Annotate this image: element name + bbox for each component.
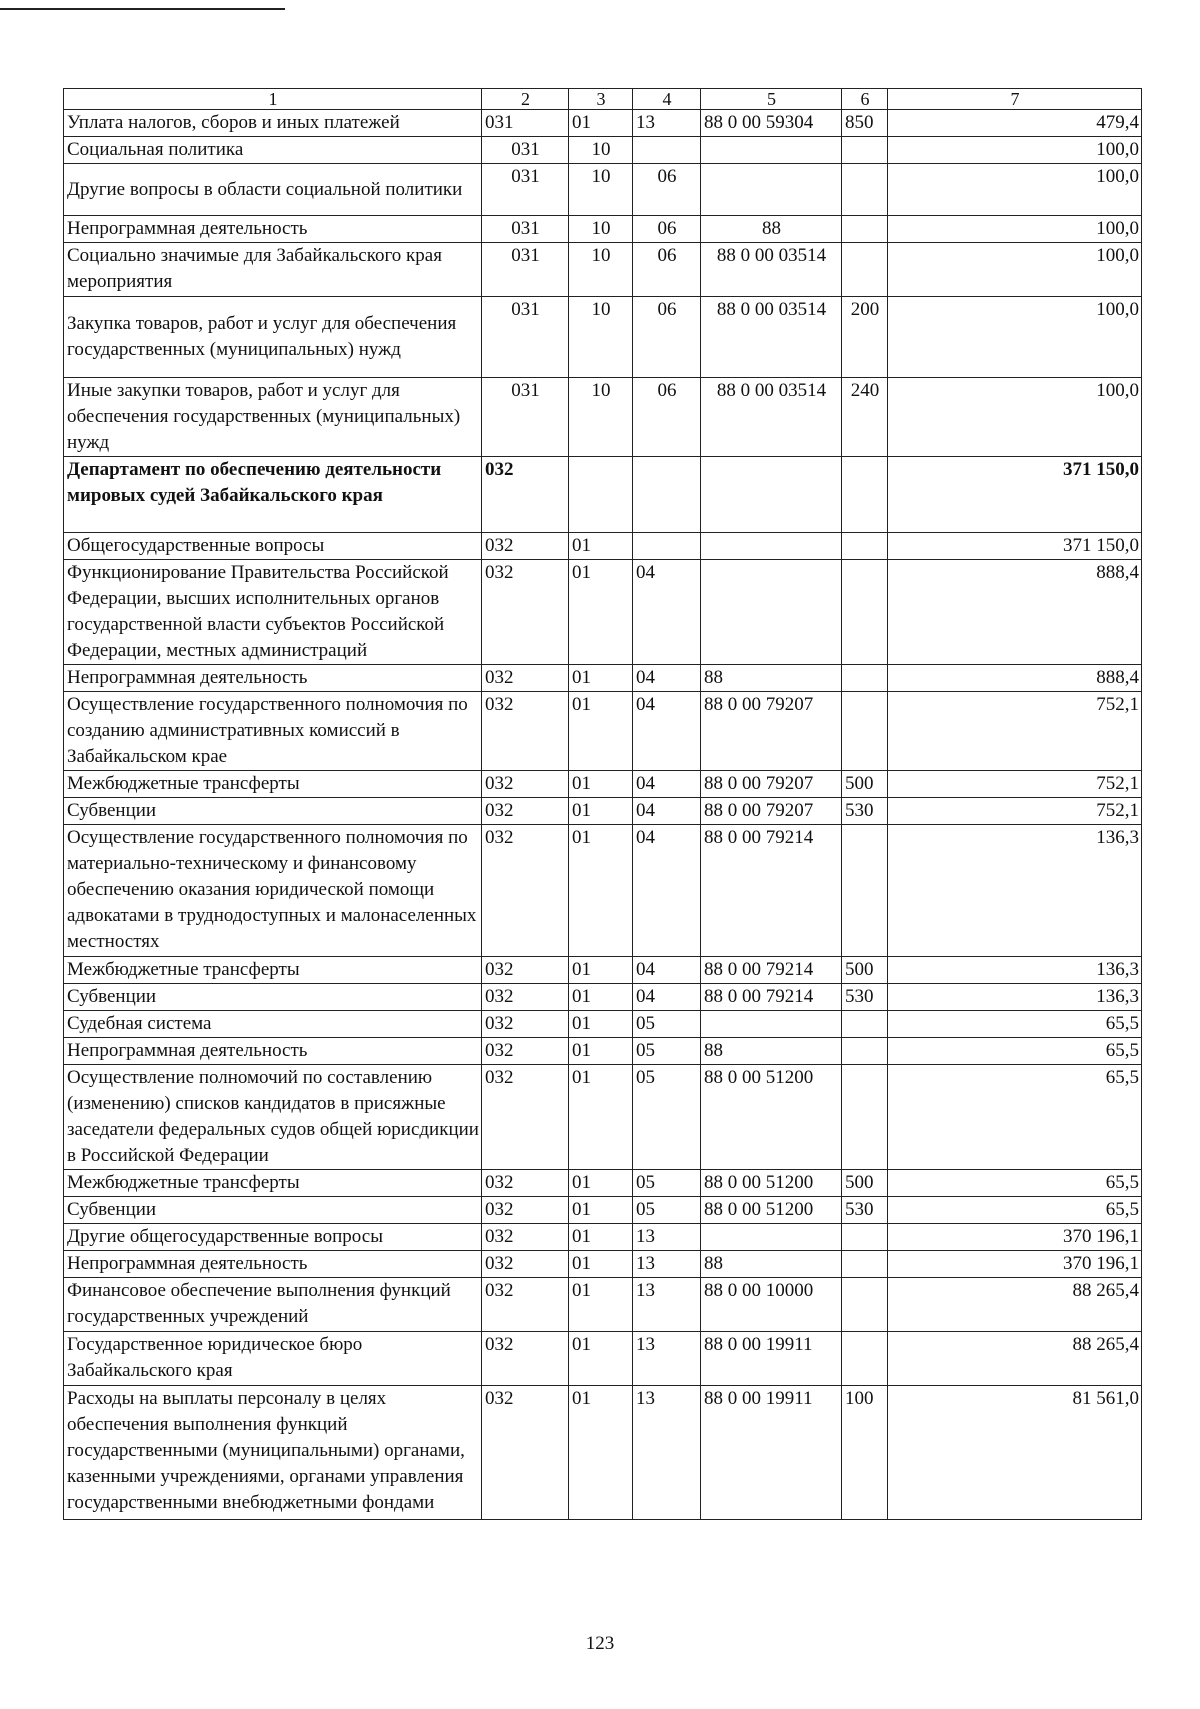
table-row [64,1038,1142,1065]
cell-amount: 100,0 [888,243,1142,297]
table-row [64,1224,1142,1251]
cell-c5: 88 0 00 51200 [701,1197,842,1224]
cell-c5 [701,1224,842,1251]
cell-c4: 13 [633,110,701,137]
cell-c6 [842,1251,888,1278]
cell-c4: 04 [633,560,701,665]
cell-c6 [842,1038,888,1065]
cell-c3: 01 [569,1038,633,1065]
cell-c2: 032 [482,533,569,560]
cell-amount: 479,4 [888,110,1142,137]
row-name: Функционирование Правительства Российской Федерации, высших исполнительных органов государственной власти субъектов Российской Федерации, местных администраций [64,560,482,665]
cell-c5: 88 0 00 79214 [701,825,842,957]
cell-c2: 032 [482,665,569,692]
table-row [64,216,1142,243]
cell-c5: 88 0 00 19911 [701,1386,842,1520]
cell-c3: 10 [569,216,633,243]
cell-c6: 530 [842,798,888,825]
cell-c2: 032 [482,984,569,1011]
cell-c6: 500 [842,771,888,798]
row-name: Департамент по обеспечению деятельности мировых судей Забайкальского края [64,457,482,533]
row-name: Социальная политика [64,137,482,164]
header-cell: 6 [842,89,888,110]
cell-c3: 01 [569,1386,633,1520]
cell-c5 [701,1011,842,1038]
cell-c6 [842,243,888,297]
header-cell: 3 [569,89,633,110]
cell-c3: 01 [569,1170,633,1197]
cell-c3 [569,457,633,533]
table-row [64,1170,1142,1197]
cell-c2: 032 [482,1170,569,1197]
cell-c3: 10 [569,243,633,297]
table-row [64,1386,1142,1520]
cell-c5: 88 0 00 51200 [701,1170,842,1197]
row-name: Непрограммная деятельность [64,665,482,692]
cell-c3: 10 [569,297,633,378]
cell-c3: 01 [569,560,633,665]
cell-c3: 10 [569,137,633,164]
cell-c6: 500 [842,957,888,984]
cell-amount: 136,3 [888,984,1142,1011]
cell-amount: 370 196,1 [888,1224,1142,1251]
cell-c2: 032 [482,771,569,798]
table-row [64,984,1142,1011]
cell-amount: 81 561,0 [888,1386,1142,1520]
row-name: Непрограммная деятельность [64,216,482,243]
cell-c4: 06 [633,216,701,243]
cell-c6 [842,164,888,216]
cell-c2: 032 [482,560,569,665]
cell-c6 [842,457,888,533]
table-row [64,560,1142,665]
table-row [64,798,1142,825]
table-row [64,297,1142,378]
cell-amount: 100,0 [888,137,1142,164]
cell-c3: 01 [569,1065,633,1170]
row-name: Другие вопросы в области социальной политики [64,164,482,216]
cell-c4: 05 [633,1038,701,1065]
table-row [64,957,1142,984]
row-name: Межбюджетные трансферты [64,957,482,984]
row-name: Финансовое обеспечение выполнения функций государственных учреждений [64,1278,482,1332]
cell-amount: 371 150,0 [888,457,1142,533]
cell-c3: 01 [569,1332,633,1386]
cell-c4: 13 [633,1224,701,1251]
cell-c3: 01 [569,110,633,137]
cell-c3: 01 [569,957,633,984]
cell-c4: 04 [633,692,701,771]
cell-amount: 88 265,4 [888,1278,1142,1332]
cell-amount: 65,5 [888,1011,1142,1038]
cell-c6 [842,1011,888,1038]
cell-c5: 88 [701,1251,842,1278]
cell-c4: 05 [633,1170,701,1197]
table-row [64,665,1142,692]
row-name: Межбюджетные трансферты [64,771,482,798]
table-row [64,137,1142,164]
cell-c3: 01 [569,825,633,957]
table-row [64,1065,1142,1170]
cell-c4: 06 [633,297,701,378]
row-name: Непрограммная деятельность [64,1251,482,1278]
cell-c6 [842,825,888,957]
cell-amount: 752,1 [888,798,1142,825]
cell-c2: 032 [482,1278,569,1332]
cell-c5: 88 [701,665,842,692]
table-row [64,457,1142,533]
cell-c4: 13 [633,1332,701,1386]
header-cell: 5 [701,89,842,110]
cell-c5: 88 0 00 03514 [701,297,842,378]
cell-c5: 88 0 00 79207 [701,692,842,771]
cell-c2: 032 [482,1197,569,1224]
row-name: Осуществление государственного полномочия по созданию административных комиссий в Забайкальском крае [64,692,482,771]
cell-amount: 370 196,1 [888,1251,1142,1278]
cell-c5: 88 0 00 79207 [701,771,842,798]
cell-c6 [842,560,888,665]
cell-amount: 88 265,4 [888,1332,1142,1386]
cell-c3: 01 [569,692,633,771]
cell-c3: 01 [569,1197,633,1224]
cell-c6: 240 [842,378,888,457]
cell-c4: 04 [633,957,701,984]
row-name: Другие общегосударственные вопросы [64,1224,482,1251]
header-cell: 4 [633,89,701,110]
cell-c2: 031 [482,110,569,137]
cell-c3: 01 [569,984,633,1011]
row-name: Иные закупки товаров, работ и услуг для обеспечения государственных (муниципальных) нужд [64,378,482,457]
cell-c6: 100 [842,1386,888,1520]
cell-amount: 65,5 [888,1038,1142,1065]
cell-c6 [842,1224,888,1251]
cell-c4: 05 [633,1011,701,1038]
table-row [64,533,1142,560]
cell-c4 [633,137,701,164]
cell-c2: 032 [482,798,569,825]
cell-c3: 01 [569,665,633,692]
cell-c3: 01 [569,771,633,798]
cell-c4: 06 [633,164,701,216]
cell-c4: 04 [633,825,701,957]
cell-c6 [842,1332,888,1386]
cell-amount: 100,0 [888,378,1142,457]
cell-amount: 371 150,0 [888,533,1142,560]
cell-c5: 88 0 00 10000 [701,1278,842,1332]
cell-c2: 032 [482,1332,569,1386]
cell-amount: 100,0 [888,164,1142,216]
cell-c2: 031 [482,378,569,457]
row-name: Непрограммная деятельность [64,1038,482,1065]
cell-c6: 850 [842,110,888,137]
table-row [64,825,1142,957]
cell-c4: 04 [633,798,701,825]
cell-c6 [842,665,888,692]
row-name: Осуществление государственного полномочия по материально-техническому и финансовому обеспечению оказания юридической помощи адвокатами в труднодоступных и малонаселенных местностях [64,825,482,957]
row-name: Уплата налогов, сборов и иных платежей [64,110,482,137]
cell-amount: 888,4 [888,560,1142,665]
cell-c2: 032 [482,957,569,984]
cell-c6 [842,1065,888,1170]
cell-c4 [633,533,701,560]
cell-c2: 031 [482,137,569,164]
top-rule [0,8,285,10]
cell-c2: 032 [482,1011,569,1038]
cell-c5: 88 0 00 79207 [701,798,842,825]
cell-amount: 136,3 [888,825,1142,957]
cell-c5: 88 0 00 03514 [701,378,842,457]
cell-c6: 200 [842,297,888,378]
cell-c6: 500 [842,1170,888,1197]
cell-c2: 032 [482,1251,569,1278]
row-name: Субвенции [64,798,482,825]
table-row [64,1011,1142,1038]
cell-c3: 01 [569,1251,633,1278]
cell-c5 [701,457,842,533]
cell-c5: 88 0 00 79214 [701,957,842,984]
cell-c3: 01 [569,798,633,825]
cell-c2: 032 [482,825,569,957]
cell-c2: 032 [482,1038,569,1065]
cell-c5: 88 0 00 03514 [701,243,842,297]
cell-amount: 136,3 [888,957,1142,984]
cell-c6 [842,137,888,164]
cell-amount: 65,5 [888,1170,1142,1197]
table-row [64,243,1142,297]
cell-c5: 88 0 00 79214 [701,984,842,1011]
cell-amount: 752,1 [888,692,1142,771]
cell-c5: 88 0 00 51200 [701,1065,842,1170]
cell-c2: 032 [482,692,569,771]
cell-c2: 032 [482,1224,569,1251]
page-number: 123 [585,1633,615,1654]
cell-c5 [701,560,842,665]
table-row [64,1332,1142,1386]
row-name: Общегосударственные вопросы [64,533,482,560]
cell-c3: 01 [569,1278,633,1332]
cell-c3: 01 [569,1011,633,1038]
cell-c2: 032 [482,1065,569,1170]
cell-c5: 88 [701,1038,842,1065]
cell-amount: 65,5 [888,1065,1142,1170]
table-row [64,771,1142,798]
row-name: Межбюджетные трансферты [64,1170,482,1197]
cell-c5: 88 0 00 19911 [701,1332,842,1386]
cell-c4: 04 [633,984,701,1011]
cell-c4: 04 [633,771,701,798]
row-name: Социально значимые для Забайкальского края мероприятия [64,243,482,297]
table-row [64,692,1142,771]
cell-c2: 031 [482,216,569,243]
cell-amount: 752,1 [888,771,1142,798]
cell-c2: 031 [482,243,569,297]
cell-c4: 13 [633,1386,701,1520]
header-cell: 1 [64,89,482,110]
cell-c6 [842,533,888,560]
cell-c3: 10 [569,164,633,216]
cell-c6 [842,692,888,771]
cell-c5 [701,137,842,164]
row-name: Закупка товаров, работ и услуг для обеспечения государственных (муниципальных) нужд [64,297,482,378]
cell-c2: 031 [482,164,569,216]
cell-c6: 530 [842,984,888,1011]
header-row [64,89,1142,110]
cell-c3: 10 [569,378,633,457]
budget-table [63,88,1142,1520]
cell-c6: 530 [842,1197,888,1224]
cell-amount: 65,5 [888,1197,1142,1224]
cell-c2: 031 [482,297,569,378]
row-name: Осуществление полномочий по составлению (изменению) списков кандидатов в присяжные заседатели федеральных судов общей юрисдикции в Российской Федерации [64,1065,482,1170]
cell-amount: 100,0 [888,216,1142,243]
cell-c4: 05 [633,1197,701,1224]
cell-c5 [701,533,842,560]
cell-c4: 13 [633,1278,701,1332]
cell-c4: 06 [633,243,701,297]
cell-c2: 032 [482,457,569,533]
cell-c4 [633,457,701,533]
row-name: Судебная система [64,1011,482,1038]
cell-amount: 888,4 [888,665,1142,692]
cell-c5: 88 [701,216,842,243]
table-row [64,378,1142,457]
cell-amount: 100,0 [888,297,1142,378]
cell-c4: 13 [633,1251,701,1278]
cell-c6 [842,216,888,243]
row-name: Государственное юридическое бюро Забайкальского края [64,1332,482,1386]
table-row [64,164,1142,216]
table-row [64,1197,1142,1224]
cell-c5: 88 0 00 59304 [701,110,842,137]
cell-c4: 04 [633,665,701,692]
row-name: Субвенции [64,984,482,1011]
cell-c4: 05 [633,1065,701,1170]
cell-c4: 06 [633,378,701,457]
table-row [64,110,1142,137]
cell-c3: 01 [569,533,633,560]
table-row [64,1251,1142,1278]
cell-c3: 01 [569,1224,633,1251]
row-name: Расходы на выплаты персоналу в целях обеспечения выполнения функций государственными (муниципальными) органами, казенными учреждениями, органами управления государственными внебюджетными фондами [64,1386,482,1520]
cell-c6 [842,1278,888,1332]
header-cell: 2 [482,89,569,110]
cell-c5 [701,164,842,216]
header-cell: 7 [888,89,1142,110]
row-name: Субвенции [64,1197,482,1224]
cell-c2: 032 [482,1386,569,1520]
table-row [64,1278,1142,1332]
